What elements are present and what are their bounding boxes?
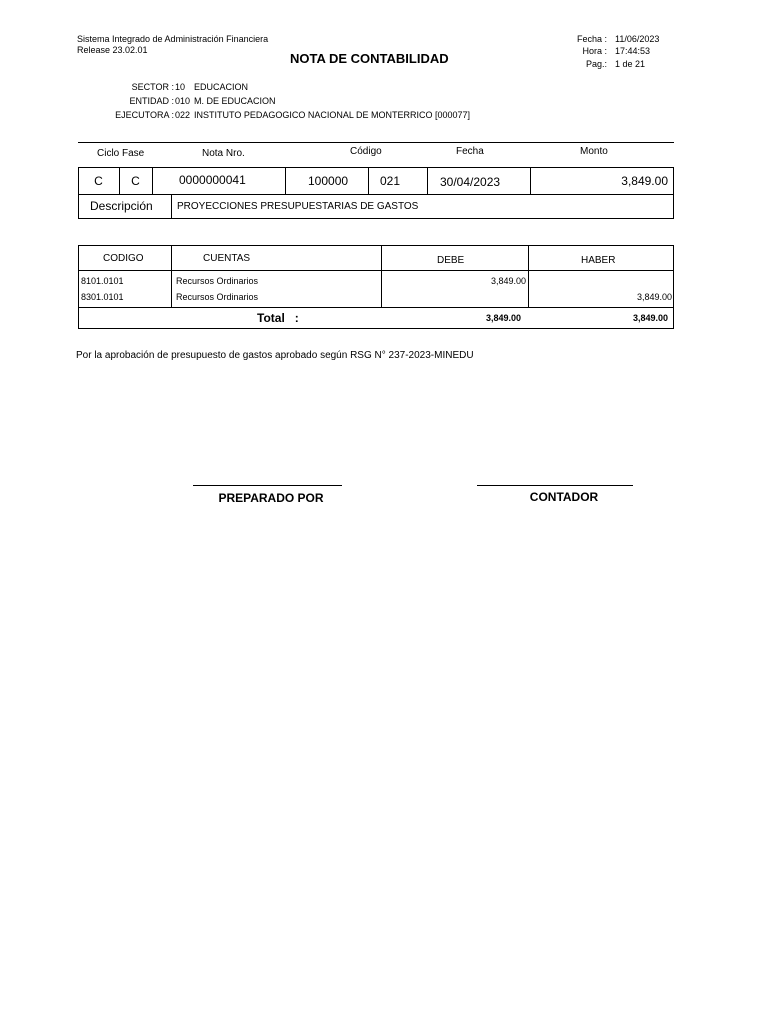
- approval-note: Por la aprobación de presupuesto de gastos aprobado según RSG N° 237-2023-MINEDU: [76, 350, 474, 361]
- header-haber: HABER: [581, 255, 616, 266]
- ejecutora-code: 022: [175, 110, 191, 120]
- system-name: Sistema Integrado de Administración Financiera: [77, 34, 269, 44]
- sector-code: 10: [175, 82, 186, 92]
- row-cuenta: Recursos Ordinarios: [176, 292, 259, 302]
- preparado-por-label: PREPARADO POR: [218, 491, 324, 505]
- accounts-col-divider: [171, 245, 172, 307]
- nota-nro-value: 0000000041: [179, 173, 246, 187]
- page-value: 1 de 21: [615, 59, 646, 69]
- total-haber: 3,849.00: [632, 313, 668, 323]
- codigo-2-value: 021: [380, 174, 401, 188]
- nota-col-divider: [368, 167, 369, 194]
- signature-line-contador: [477, 485, 633, 486]
- accounts-header-divider: [78, 270, 674, 271]
- header-codigo: Código: [350, 146, 382, 157]
- accounts-total-divider: [78, 307, 674, 308]
- row-codigo: 8301.0101: [81, 292, 124, 302]
- ciclo-value: C: [94, 174, 103, 188]
- header-debe: DEBE: [437, 255, 465, 266]
- hora-value: 17:44:53: [615, 46, 651, 56]
- row-cuenta: Recursos Ordinarios: [176, 276, 259, 286]
- nota-col-divider: [530, 167, 531, 194]
- descripcion-value: PROYECCIONES PRESUPUESTARIAS DE GASTOS: [177, 201, 419, 212]
- total-label: Total :: [257, 311, 299, 325]
- nota-col-divider: [427, 167, 428, 194]
- fecha-value: 11/06/2023: [615, 34, 660, 44]
- fecha-value-cell: 30/04/2023: [440, 175, 501, 189]
- nota-table-top-rule: [78, 142, 674, 143]
- ejecutora-name: INSTITUTO PEDAGOGICO NACIONAL DE MONTERRICO [000077]: [194, 110, 471, 120]
- page-title: NOTA DE CONTABILIDAD: [290, 51, 449, 66]
- monto-value: 3,849.00: [621, 174, 668, 188]
- fase-value: C: [131, 174, 140, 188]
- ejecutora-label: EJECUTORA :: [115, 110, 174, 120]
- signature-line-preparado: [193, 485, 342, 486]
- header-nota-nro: Nota Nro.: [202, 148, 245, 159]
- release-version: Release 23.02.01: [77, 45, 148, 55]
- header-monto: Monto: [580, 146, 608, 157]
- entidad-code: 010: [175, 96, 191, 106]
- fecha-label: Fecha :: [576, 34, 607, 44]
- sector-name: EDUCACION: [194, 82, 249, 92]
- header-ciclo-fase: Ciclo Fase: [97, 148, 145, 159]
- nota-row-divider: [78, 194, 674, 195]
- row-codigo: 8101.0101: [81, 276, 124, 286]
- accounts-col-divider: [381, 245, 382, 307]
- contador-label: CONTADOR: [529, 490, 599, 504]
- accounts-col-divider: [528, 245, 529, 307]
- header-fecha: Fecha: [456, 146, 484, 157]
- row-haber: 3,849.00: [636, 292, 672, 302]
- header-cuentas: CUENTAS: [203, 253, 251, 264]
- total-debe: 3,849.00: [485, 313, 521, 323]
- nota-col-divider: [285, 167, 286, 194]
- nota-col-divider: [152, 167, 153, 194]
- nota-col-divider: [171, 194, 172, 219]
- entidad-name: M. DE EDUCACION: [194, 96, 276, 106]
- descripcion-label: Descripción: [90, 199, 153, 213]
- hora-label: Hora :: [582, 46, 607, 56]
- page-label: Pag.:: [585, 59, 607, 69]
- sector-label: SECTOR :: [131, 82, 174, 92]
- entidad-label: ENTIDAD :: [129, 96, 174, 106]
- header-codigo-cuenta: CODIGO: [103, 253, 144, 264]
- codigo-1-value: 100000: [308, 174, 349, 188]
- row-debe: 3,849.00: [490, 276, 526, 286]
